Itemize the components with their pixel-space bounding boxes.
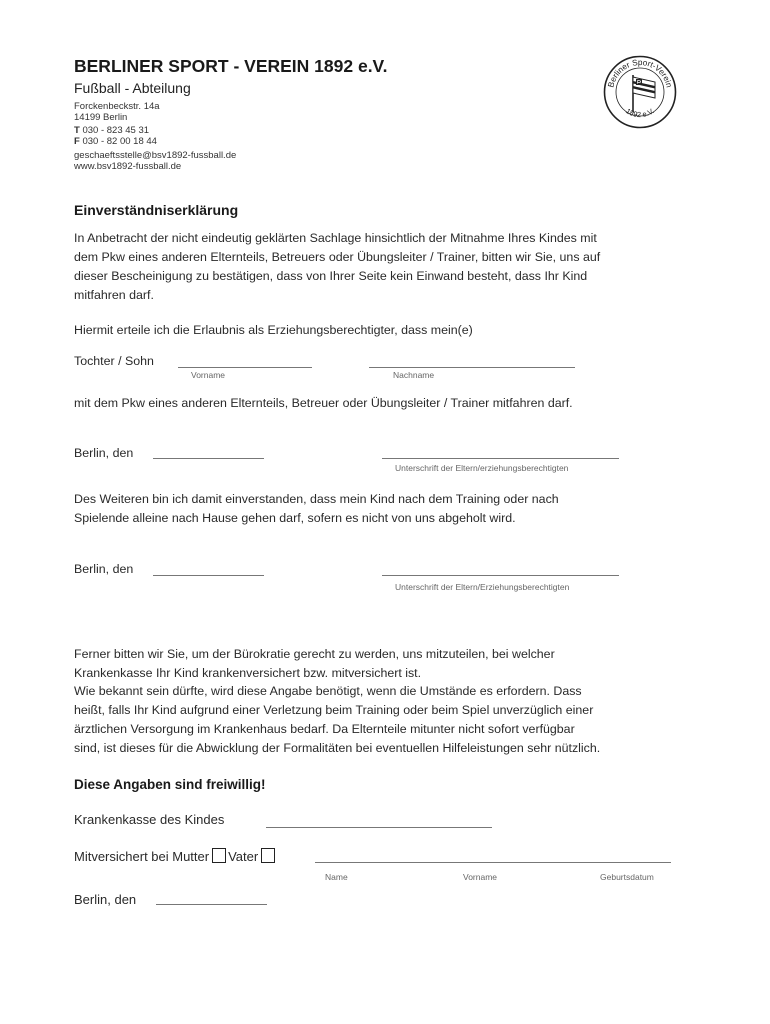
voluntary-heading: Diese Angaben sind freiwillig! xyxy=(74,777,266,792)
fax-number: 030 - 82 00 18 44 xyxy=(82,136,157,147)
insurance-line-6: sind, ist dieses für die Abwicklung der Formalitäten bei eventuellen Hilfeleistungen sehr nützlich. xyxy=(74,741,601,755)
father-checkbox[interactable] xyxy=(261,848,275,863)
home-line-1: Des Weiteren bin ich damit einverstanden, dass mein Kind nach dem Training oder nach xyxy=(74,492,559,506)
intro-line-3: dieser Bescheinigung zu bestätigen, dass von Ihrer Seite kein Einwand besteht, dass Ihr Kind xyxy=(74,269,588,283)
insurance-label: Krankenkasse des Kindes xyxy=(74,812,225,827)
form-heading: Einverständniserklärung xyxy=(74,202,239,218)
address-street: Forckenbeckstr. 14a xyxy=(74,101,160,112)
phone-line xyxy=(74,125,149,136)
name-caption: Name xyxy=(325,872,348,882)
last-name-field[interactable] xyxy=(369,367,575,368)
insurance-line-5: ärztlichen Versorgung im Krankenhaus bedarf. Da Elternteile mitunter nicht sofort verfügbar xyxy=(74,722,575,736)
child-label: Tochter / Sohn xyxy=(74,354,154,368)
home-line-2: Spielende alleine nach Hause gehen darf, sofern es nicht von uns abgeholt wird. xyxy=(74,511,516,525)
date-field-1[interactable] xyxy=(153,458,264,459)
email-link[interactable]: geschaeftsstelle@bsv1892-fussball.de xyxy=(74,150,237,161)
intro-line-2: dem Pkw eines anderen Elternteils, Betreuers oder Übungsleiter / Trainer, bitten wir Sie, uns auf xyxy=(74,250,601,264)
seal-bottom-text: 1892 e.V. xyxy=(624,106,656,120)
date-field-3[interactable] xyxy=(156,904,267,905)
website-link[interactable]: www.bsv1892-fussball.de xyxy=(74,161,182,172)
phone-number: 030 - 823 45 31 xyxy=(82,125,150,136)
coinsured-details-field[interactable] xyxy=(315,862,671,863)
date-label-1: Berlin, den xyxy=(74,446,134,460)
department-subtitle: Fußball - Abteilung xyxy=(74,80,191,96)
coinsured-row xyxy=(74,848,277,864)
vorname-caption: Vorname xyxy=(463,872,498,882)
insurance-line-1: Ferner bitten wir Sie, um der Bürokratie gerecht zu werden, uns mitzuteilen, bei welcher xyxy=(74,647,555,661)
insurance-line-4: heißt, falls Ihr Kind aufgrund einer Verletzung beim Training oder beim Spiel unverzüglich einer xyxy=(74,703,594,717)
signature-field-2[interactable] xyxy=(382,575,619,576)
insurance-field[interactable] xyxy=(266,827,492,828)
father-label: Vater xyxy=(228,849,259,864)
mother-checkbox[interactable] xyxy=(212,848,226,863)
date-label-2: Berlin, den xyxy=(74,562,134,576)
coinsured-label: Mitversichert bei Mutter xyxy=(74,849,210,864)
date-label-3: Berlin, den xyxy=(74,892,137,907)
club-crest-icon xyxy=(603,55,677,129)
signature-field-1[interactable] xyxy=(382,458,619,459)
signature-caption-2: Unterschrift der Eltern/Erziehungsberechtigten xyxy=(395,582,570,592)
intro-line-4: mitfahren darf. xyxy=(74,288,154,302)
insurance-line-2: Krankenkasse Ihr Kind krankenversichert bzw. mitversichert ist. xyxy=(74,666,422,680)
insurance-line-3: Wie bekannt sein dürfte, wird diese Angabe benötigt, wenn die Umstände es erfordern. Dass xyxy=(74,684,582,698)
fax-line xyxy=(74,136,157,147)
car-permission-text: mit dem Pkw eines anderen Elternteils, Betreuer oder Übungsleiter / Trainer mitfahren darf. xyxy=(74,396,573,410)
date-field-2[interactable] xyxy=(153,575,264,576)
birthdate-caption: Geburtsdatum xyxy=(600,872,654,882)
club-name-title: BERLINER SPORT - VEREIN 1892 e.V. xyxy=(74,56,388,76)
fax-prefix: F xyxy=(74,136,80,147)
permission-text: Hiermit erteile ich die Erlaubnis als Erziehungsberechtigter, dass mein(e) xyxy=(74,323,473,337)
last-name-caption: Nachname xyxy=(393,370,435,380)
address-city: 14199 Berlin xyxy=(74,112,128,123)
first-name-field[interactable] xyxy=(178,367,312,368)
phone-prefix: T xyxy=(74,125,80,136)
intro-line-1: In Anbetracht der nicht eindeutig geklärten Sachlage hinsichtlich der Mitnahme Ihres Kindes mit xyxy=(74,231,597,245)
first-name-caption: Vorname xyxy=(191,370,226,380)
seal-top-text: Berliner Sport-Verein xyxy=(606,57,674,89)
signature-caption-1: Unterschrift der Eltern/erziehungsberechtigten xyxy=(395,463,569,473)
